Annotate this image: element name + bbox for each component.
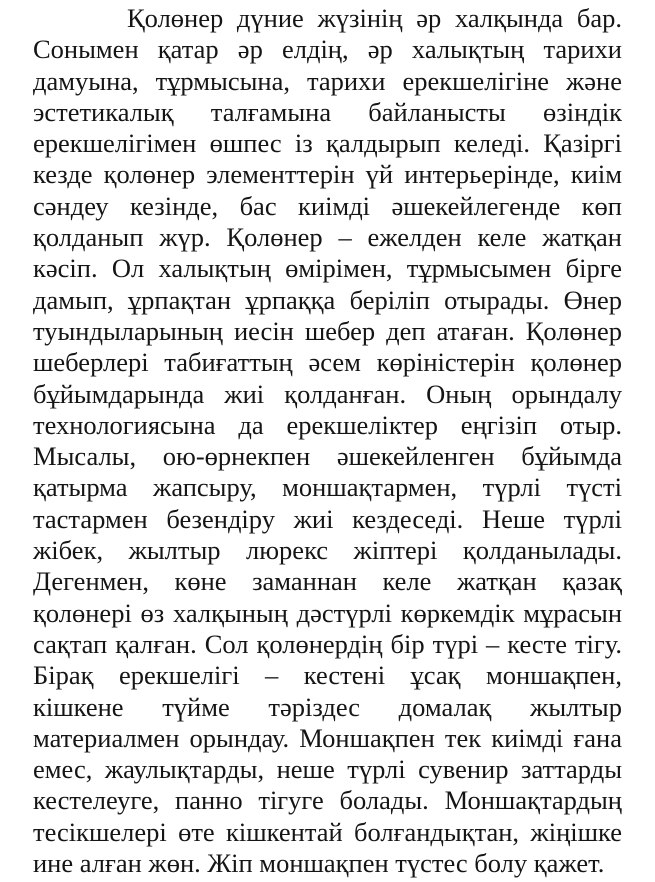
text-line: тастармен безендіру жиі кездеседі. Неше түрлі [33, 503, 622, 534]
text-line: ерекшелігімен өшпес із қалдырып келеді. Қазіргі [33, 128, 622, 159]
text-line: қолданып жүр. Қолөнер – ежелден келе жатқан [33, 222, 622, 253]
text-line: шеберлері табиғаттың әсем көріністерін қолөнер [33, 347, 622, 378]
text-line: Қолөнер дүние жүзінің әр халқында бар. [127, 3, 622, 33]
text-line: Дегенмен, көне заманнан келе жатқан қазақ [33, 566, 622, 597]
text-line: кестелеуге, панно тігуге болады. Моншақтардың [33, 785, 622, 816]
text-line: қолөнері өз халқының дәстүрлі көркемдік мұрасын [33, 597, 622, 628]
text-line: сақтап қалған. Сол қолөнердің бір түрі – кесте тігу. [33, 628, 622, 659]
text-line: жібек, жылтыр люрекс жіптері қолданылады. [33, 535, 622, 566]
text-line: ине алған жөн. Жіп моншақпен түстес болу қажет. [33, 848, 605, 879]
text-line: кәсіп. Ол халықтың өмірімен, тұрмысымен бірге [33, 253, 622, 284]
text-line: кішкене түйме тәріздес домалақ жылтыр [33, 691, 622, 722]
text-line: Сонымен қатар әр елдің, әр халықтың тарихи [33, 34, 622, 65]
text-line: дамып, ұрпақтан ұрпаққа беріліп отырады. Өнер [33, 284, 622, 315]
text-line: технологиясына да ерекшеліктер еңгізіп отыр. [33, 409, 622, 440]
text-line: дамуына, тұрмысына, тарихи ерекшелігіне және [33, 65, 622, 96]
document-paragraph [33, 3, 622, 879]
text-line: сәндеу кезінде, бас киімді әшекейлегенде көп [33, 190, 622, 221]
text-line: кезде қолөнер элементтерін үй интерьерінде, киім [33, 159, 622, 190]
text-line: эстетикалық талғамына байланысты өзіндік [33, 96, 622, 127]
text-line: қатырма жапсыру, моншақтармен, түрлі түсті [33, 472, 622, 503]
text-line: материалмен орындау. Моншақпен тек киімді ғана [33, 722, 622, 753]
text-line: бұйымдарында жиі қолданған. Оның орындалу [33, 378, 622, 409]
text-line: тесікшелері өте кішкентай болғандықтан, жіңішке [33, 816, 622, 847]
text-line: Бірақ ерекшелігі – кестені ұсақ моншақпен, [33, 660, 622, 691]
text-line: емес, жаулықтарды, неше түрлі сувенир заттарды [33, 754, 622, 785]
text-line: туындыларының иесін шебер деп атаған. Қолөнер [33, 315, 622, 346]
text-line: Мысалы, ою-өрнекпен әшекейленген бұйымда [33, 441, 622, 472]
